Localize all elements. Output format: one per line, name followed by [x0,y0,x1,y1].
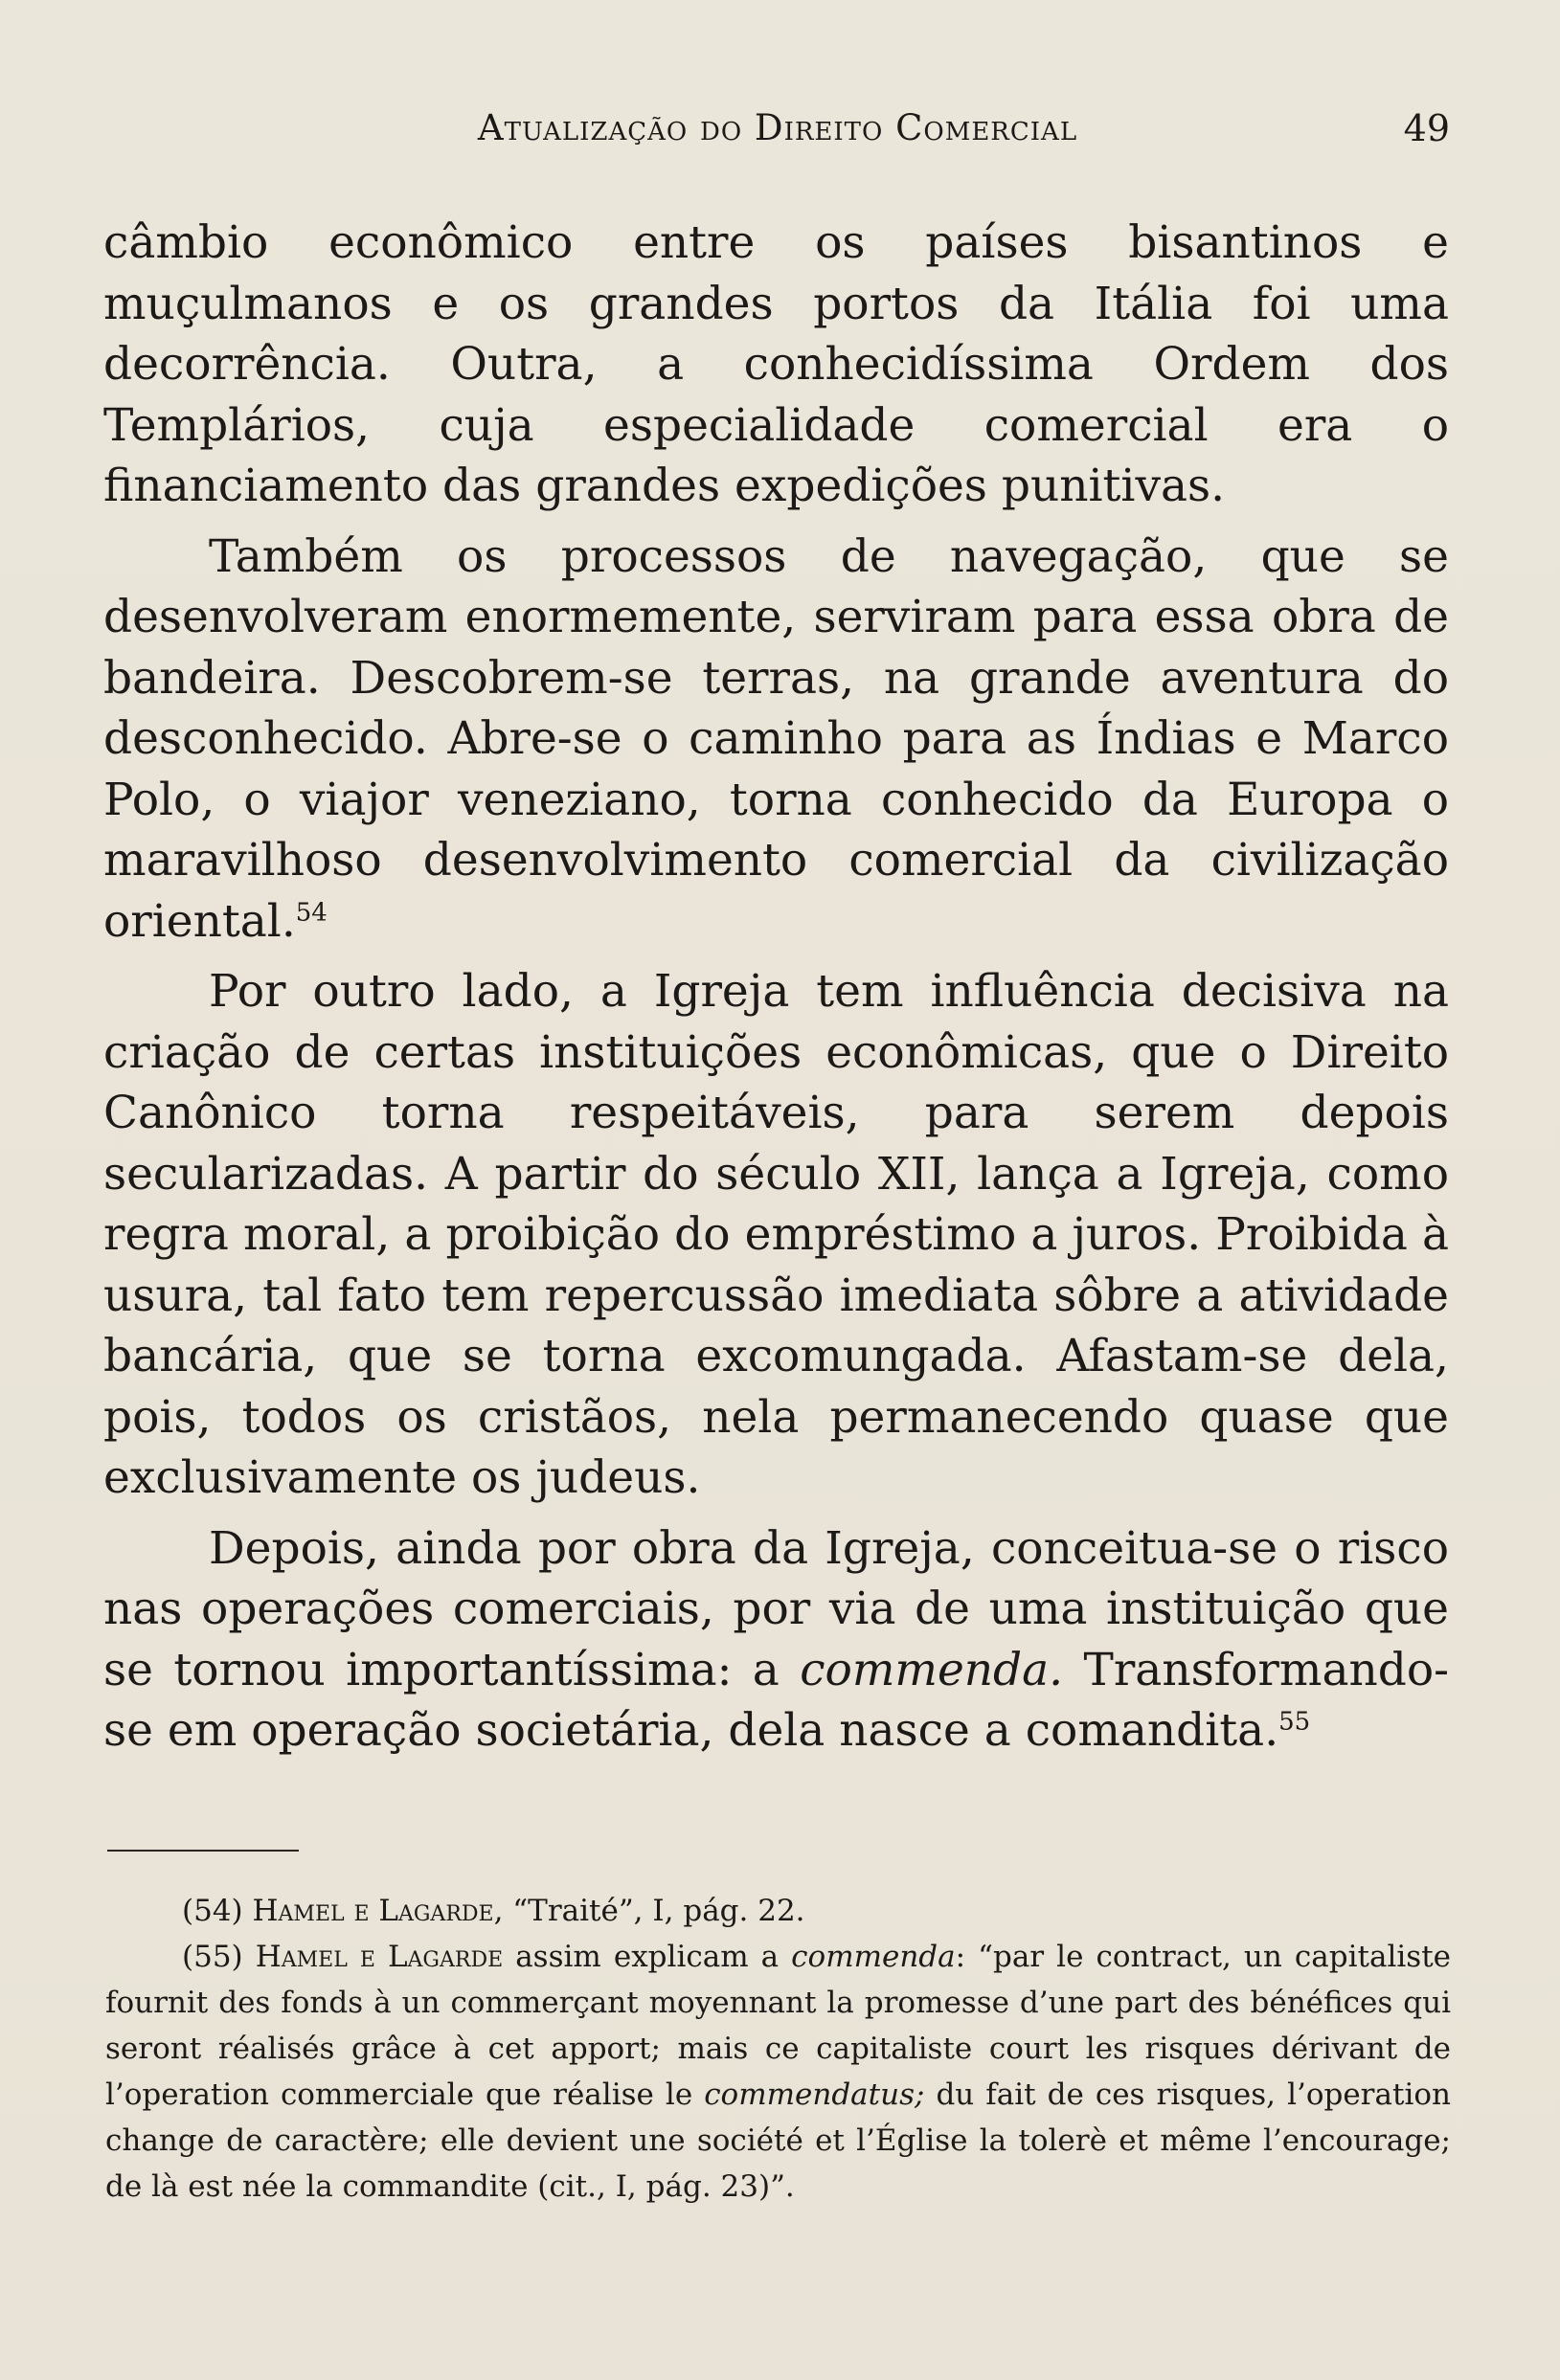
footnotes [105,1888,1451,2210]
footnote-54-authors: Hamel e Lagarde, [252,1894,504,1928]
footnote-55 [105,1934,1451,2210]
footnote-54-number: (54) [182,1894,243,1928]
paragraph-3 [103,961,1449,1509]
footnote-55-text-b: : “par le contract, un capitaliste fournit des fonds à un commerçant moyennant la promesse d’une part des bénéfices qui seront réalisés grâce à cet apport; mais ce capitaliste court les risques dérivant de l’operation commerciale que réalise le [105,1940,1451,2112]
footnote-55-authors: Hamel e Lagarde [255,1940,504,1974]
paragraph-4 [103,1518,1449,1762]
paragraph-4-text-a: Depois, ainda por obra da Igreja, conceitua-se o risco nas operações comerciais, por via de uma instituição que se tornou importantíssima: a [103,1521,1449,1696]
paragraph-2 [103,527,1449,953]
footnote-55-emphasis-1: commenda [791,1940,956,1974]
paragraph-4-text-b: Transformando-se em operação societária, dela nasce a comandita. [103,1643,1449,1757]
paragraph-1-text: câmbio econômico entre os países bisantinos e muçulmanos e os grandes portos da Itália foi uma decorrência. Outra, a conhecidíssima Ordem dos Templários, cuja especialidade comercial era o financiamento das grandes expedições punitivas. [103,216,1449,512]
footnote-separator [107,1850,299,1852]
paragraph-3-text: Por outro lado, a Igreja tem influência decisiva na criação de certas instituições econômicas, que o Direito Canônico torna respeitáveis, para serem depois secularizadas. A partir do século XII, lança a Igreja, como regra moral, a proibição do empréstimo a juros. Proibida à usura, tal fato tem repercussão imediata sôbre a atividade bancária, que se torna excomungada. Afastam-se dela, pois, todos os cristãos, nela permanecendo quase que exclusivamente os judeus. [103,965,1449,1504]
footnote-54-text: “Traité”, I, pág. 22. [503,1894,805,1928]
footnote-ref-55: 55 [1278,1707,1311,1737]
paragraph-4-emphasis: commenda. [800,1643,1064,1696]
footnote-55-number: (55) [182,1940,243,1974]
footnote-55-emphasis-2: commendatus; [704,2077,925,2112]
footnote-55-text-a: assim explicam a [503,1940,792,1974]
running-head: Atualização do Direito Comercial [477,107,1078,148]
page-number: 49 [1403,107,1450,149]
paragraph-2-text: Também os processos de navegação, que se desenvolveram enormemente, serviram para essa obra de bandeira. Descobrem-se terras, na grande aventura do desconhecido. Abre-se o caminho para as Índias e Marco Polo, o viajor veneziano, torna conhecido da Europa o maravilhoso desenvolvimento comercial da civilização oriental. [103,529,1449,948]
paragraph-1 [103,213,1449,517]
page-header [105,107,1450,165]
footnote-55-text-c: du fait de ces risques, l’operation change de caractère; elle devient une société et l’Église la tolerè et même l’encourage; de là est née la commandite (cit., I, pág. 23)”. [105,2077,1451,2204]
footnote-ref-54: 54 [295,897,328,927]
body-text [103,213,1449,1762]
footnote-54 [105,1888,1451,1934]
